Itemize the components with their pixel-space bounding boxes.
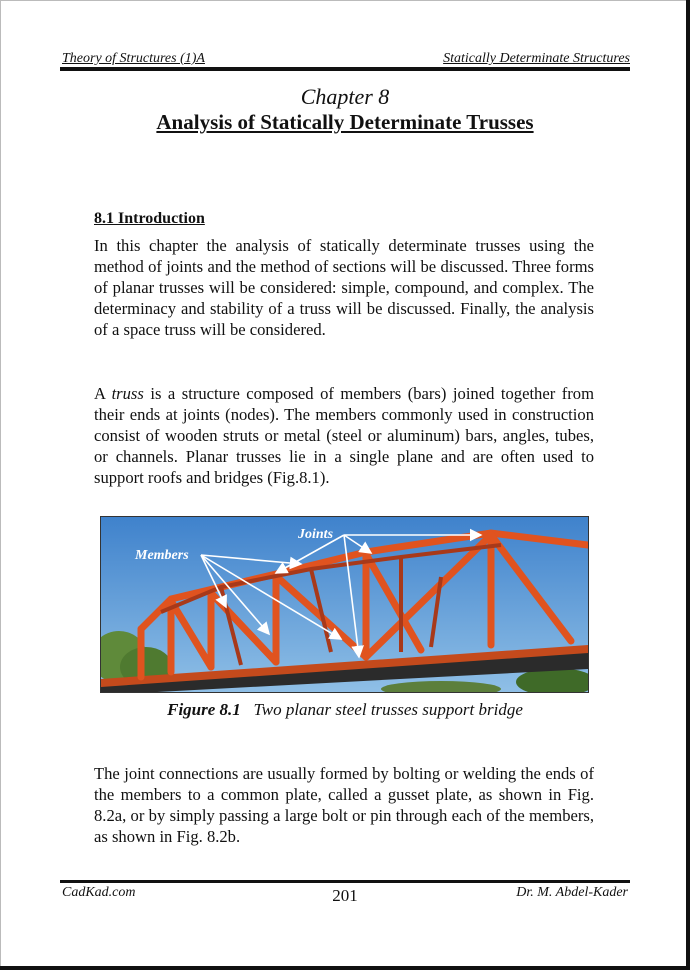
figure-number: Figure 8.1: [167, 700, 241, 719]
figure-caption: [0, 700, 690, 720]
figure-caption-text: Two planar steel trusses support bridge: [253, 700, 523, 719]
running-header-left: Theory of Structures (1)A: [62, 51, 205, 66]
paragraph-joint-connections: The joint connections are usually formed by bolting or welding the ends of the members to a common plate, called a gusset plate, as shown in Fig. 8.2a, or by simply passing a large bolt or pin through each of the members, as shown in Fig. 8.2b.: [94, 764, 594, 846]
truss-term: truss: [111, 384, 144, 403]
header-rule: [60, 67, 630, 71]
paragraph-truss-definition: A truss is a structure composed of members (bars) joined together from their ends at joints (nodes). The members commonly used in construction consist of wooden struts or metal (steel or aluminum) bars, angles, tubes, or channels. Planar trusses lie in a single plane and are often used to support roofs and bridges (Fig.8.1).: [94, 384, 594, 487]
page-frame-right-shadow: [686, 0, 690, 970]
section-heading: 8.1 Introduction: [94, 210, 205, 227]
chapter-title: Analysis of Statically Determinate Trusses: [156, 110, 534, 134]
footer-rule: [60, 880, 630, 883]
paragraph-intro: In this chapter the analysis of statically determinate trusses using the method of joints and the method of sections will be discussed. Three forms of planar trusses will be considered: simple, compound, and complex. The determinacy and stability of a truss will be discussed. Finally, the analysis of a space truss will be considered.: [94, 236, 594, 339]
page-frame-bottom-shadow: [0, 966, 690, 970]
label-members: Members: [135, 548, 189, 563]
bridge-truss-illustration: [101, 517, 588, 692]
running-header-right: Statically Determinate Structures: [443, 51, 630, 66]
bridge-truss-photo: [100, 516, 589, 693]
footer-right: Dr. M. Abdel-Kader: [516, 885, 628, 900]
page-frame-left: [0, 0, 1, 970]
chapter-label: Chapter 8: [300, 84, 390, 109]
page-frame-top: [0, 0, 688, 1]
footer-left: CadKad.com: [62, 885, 136, 900]
page-number: 201: [332, 886, 358, 905]
label-joints: Joints: [298, 527, 334, 542]
